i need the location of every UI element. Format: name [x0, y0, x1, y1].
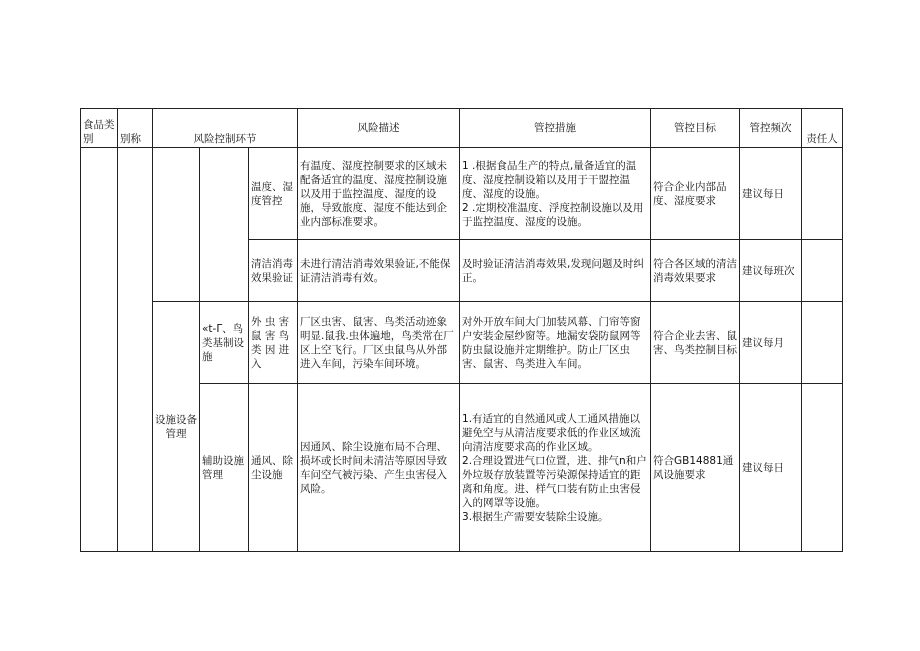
header-food-category: 食品类别	[81, 109, 118, 148]
target-cell: 符合GB14881通风设施要求	[651, 384, 740, 552]
step-cell: «t-Γ、鸟类基制设施	[200, 302, 249, 384]
risk-desc-cell: 未进行清洁消毒效果验证,不能保证清洁消毒有效。	[298, 240, 460, 302]
measure-line: 2 .定期校准温度、浮度控制设施以及用于监控温度、湿度的设施。	[462, 201, 644, 228]
header-target: 管控目标	[651, 109, 740, 148]
frequency-cell: 建议每月	[740, 302, 802, 384]
measures-cell	[460, 240, 651, 302]
risk-desc-cell: 厂区虫害、鼠害、鸟类活动迹象明显.鼠我.虫体遍地，鸟类常在厂区上空飞行。厂区虫鼠鸟从外部进入车间，污染车间环境。	[298, 302, 460, 384]
frequency-cell: 建议每班次	[740, 240, 802, 302]
step-cell	[200, 148, 249, 302]
risk-desc-cell: 因通风、除尘设施布局不合理、损坏或长时间未清洁等原因导致车问空气被污染、产生虫害侵入风险。	[298, 384, 460, 552]
group-cell-empty	[153, 148, 200, 302]
measure-line: 1.有适宜的自然通风或人工通风措施以避免空与从清洁度要求低的作业区域流向清洁度要求高的作业区域。	[462, 412, 641, 453]
food-category-cell	[81, 148, 118, 552]
risk-point-cell: 通风、除尘设施	[249, 384, 298, 552]
measures-cell	[460, 384, 651, 552]
header-responsible: 责任人	[802, 109, 843, 148]
target-cell: 符合企业去害、鼠害、鸟类控制目标	[651, 302, 740, 384]
table-row	[81, 148, 843, 240]
target-cell: 符合各区域的清洁消毒效果要求	[651, 240, 740, 302]
risk-desc-cell: 有温度、湿度控制要求的区域未配备适宜的温度、湿度控制设施以及用于监控温度、湿度的设施，导致旅度、湿度不能达到企业内部标准要求。	[298, 148, 460, 240]
responsible-cell	[802, 302, 843, 384]
measures-cell	[460, 148, 651, 240]
frequency-cell: 建议每日	[740, 384, 802, 552]
step-cell: 辅助设施管理	[200, 384, 249, 552]
risk-point-cell: 外 虫 害 鼠 害 鸟 类 因 进 入	[249, 302, 298, 384]
responsible-cell	[802, 240, 843, 302]
measures-cell	[460, 302, 651, 384]
risk-point-cell: 清洁消毒效果验证	[249, 240, 298, 302]
header-risk-desc: 风险描述	[298, 109, 460, 148]
header-frequency: 管控频次	[740, 109, 802, 148]
risk-point-cell: 温度、湿度管控	[249, 148, 298, 240]
responsible-cell	[802, 148, 843, 240]
table-row	[81, 302, 843, 384]
frequency-cell: 建议每日	[740, 148, 802, 240]
header-alias: 别称	[118, 109, 153, 148]
header-measures: 管控措施	[460, 109, 651, 148]
measure-line: 2.合理设置进气口位置，进、排气n和户外垃圾存放装置等污染源保持适宜的距离和角度。进、样气口装有防止虫害侵入的网罩等设施。	[462, 454, 647, 509]
responsible-cell	[802, 384, 843, 552]
header-risk-control-step: 风险控制环节	[153, 109, 298, 148]
target-cell: 符合企业内部品度、湿度要求	[651, 148, 740, 240]
measure-line: 1 .根据食品生产的特点,量备适宜的温度、湿度控制设箱以及用于干盟控温度、湿度的设施。	[462, 159, 637, 200]
header-row	[81, 109, 843, 148]
measure-line: 及时验证清洁消毒效果,发现问题及时纠正。	[462, 257, 644, 284]
measure-line: 3.根据生产需要安装除尘设施。	[462, 510, 609, 523]
risk-control-table	[80, 108, 843, 552]
alias-cell	[118, 148, 153, 552]
group-cell-facility: 设施设备管理	[153, 302, 200, 552]
measure-line: 对外开放车间大门加装风幕、门帘等窗户安装金屋纱窗等。地漏安袋防鼠网等防虫鼠设施并定期维护。防止厂区虫害、鼠害、鸟类进入车间。	[462, 315, 641, 370]
